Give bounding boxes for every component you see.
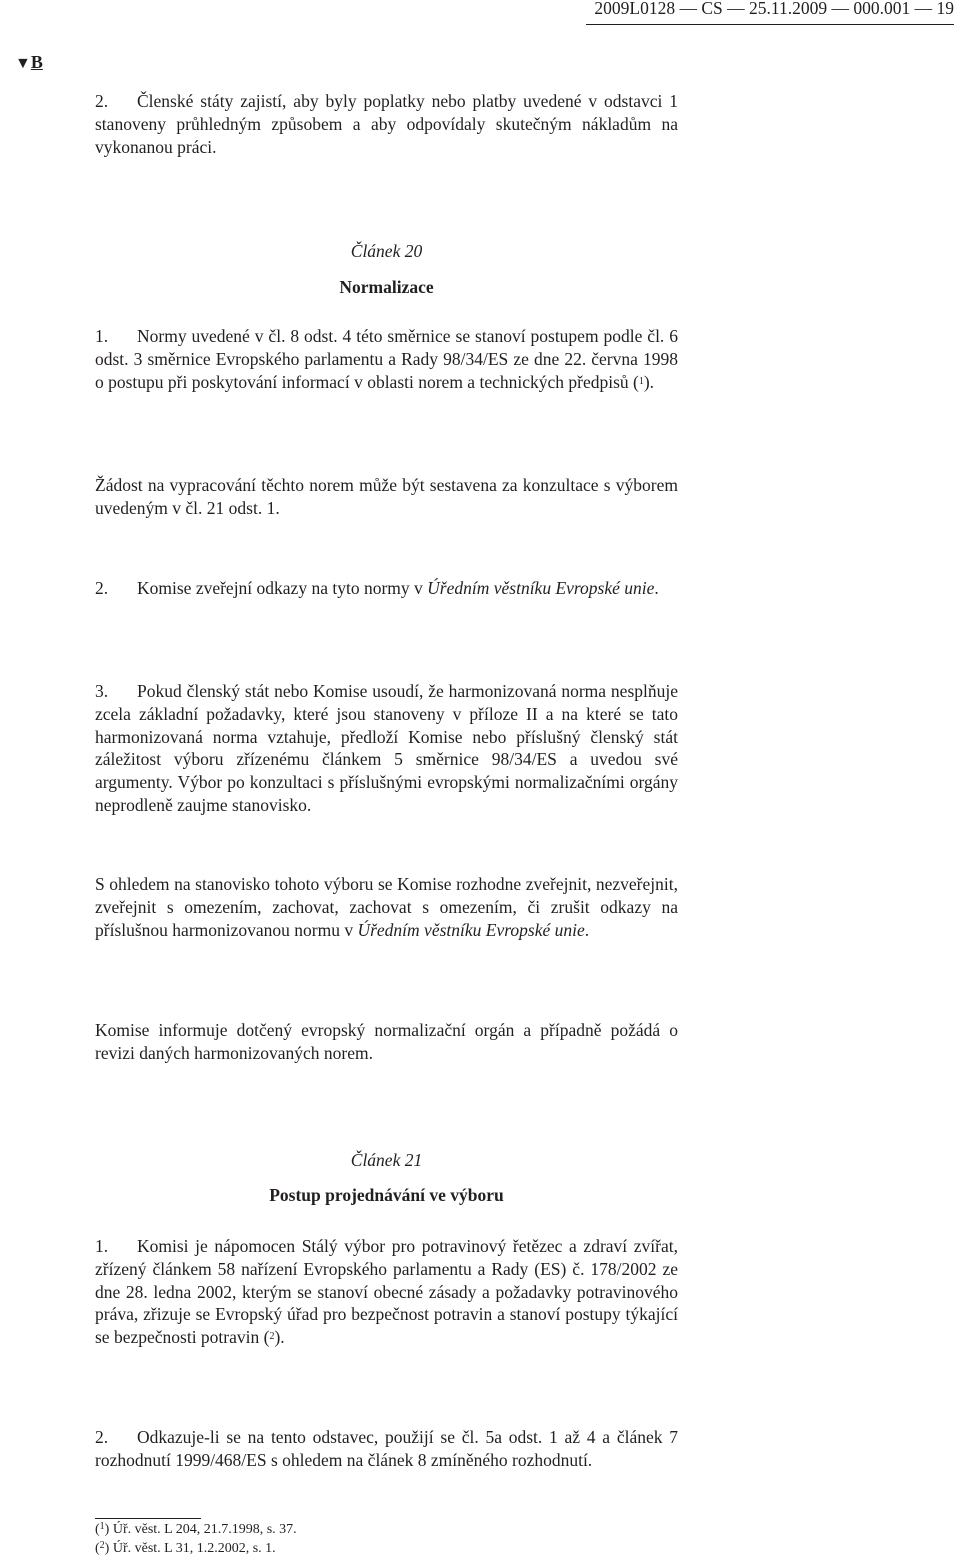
triangle-down-icon: ▼	[15, 55, 31, 72]
footnote-number: 1	[99, 1521, 105, 1532]
article-20-label: Článek 20	[350, 241, 423, 261]
paragraph-end: .	[654, 578, 659, 598]
amendment-marker	[15, 52, 43, 73]
footnote-ref: 1	[638, 375, 644, 387]
marker-label: B	[30, 52, 43, 72]
article-20-paragraph-3-sub-1	[95, 873, 678, 941]
paragraph-number: 2.	[95, 578, 109, 598]
paragraph-number: 3.	[95, 681, 109, 701]
paragraph-end: ).	[643, 371, 655, 392]
footnote-number: 2	[99, 1540, 105, 1551]
footnote-ref: 2	[269, 1331, 275, 1343]
article-20-paragraph-1	[95, 325, 678, 393]
paragraph-text: Normy uvedené v čl. 8 odst. 4 této směrnice se stanoví postupem podle čl. 6 odst. 3 směrnice Evropského parlamentu a Rady 98/34/ES ze dne 22. června 1998 o postupu při poskytování informací v oblasti norem a technických předpisů (	[95, 326, 678, 392]
paragraph-end: .	[584, 919, 590, 940]
footnote-divider	[95, 1518, 201, 1519]
article-21-paragraph-1	[95, 1235, 678, 1349]
article-21-paragraph-2	[95, 1426, 678, 1472]
article-21-title: Postup projednávání ve výboru	[269, 1185, 504, 1205]
paragraph-text: Členské státy zajistí, aby byly poplatky nebo platby uvedené v odstavci 1 stanoveny průhledným způsobem a aby odpovídaly skutečným nákladům na vykonanou práci.	[95, 91, 678, 157]
paragraph-text: Odkazuje-li se na tento odstavec, použijí se čl. 5a odst. 1 až 4 a článek 7 rozhodnutí 1999/468/ES s ohledem na článek 8 zmíněného rozhodnutí.	[95, 1427, 678, 1470]
header-reference: 2009L0128 — CS — 25.11.2009 — 000.001 — 19	[594, 0, 954, 18]
paragraph-text: Komise zveřejní odkazy na tyto normy v	[137, 578, 428, 598]
footnote-paren: (	[95, 1541, 100, 1556]
journal-name: Úředním věstníku Evropské unie	[357, 919, 585, 940]
footnote-paren: (	[95, 1522, 100, 1537]
footnote-paren: )	[104, 1541, 110, 1556]
paragraph-number: 2.	[95, 91, 109, 111]
footnote-text: Úř. věst. L 31, 1.2.2002, s. 1.	[112, 1541, 276, 1556]
article-20-paragraph-2	[95, 577, 678, 600]
paragraph-number: 2.	[95, 1427, 109, 1447]
document-header	[586, 0, 954, 25]
paragraph-end: ).	[274, 1327, 285, 1348]
footnote-text: Úř. věst. L 204, 21.7.1998, s. 37.	[112, 1522, 297, 1537]
paragraph-text: Pokud členský stát nebo Komise usoudí, že harmonizovaná norma nesplňuje zcela základní požadavky, které jsou stanoveny v příloze II a na které se tato harmonizovaná norma vztahuje, předloží Komise nebo příslušný členský stát záležitost výboru zřízenému článkem 5 směrnice 98/34/ES a uvedou své argumenty. Výbor po konzultaci s příslušnými evropskými normalizačními orgány neprodleně zaujme stanovisko.	[95, 681, 678, 815]
article-20-title: Normalizace	[339, 277, 434, 297]
intro-paragraph	[95, 90, 678, 158]
footnote-2	[95, 1541, 276, 1557]
article-20-paragraph-1-sub: Žádost na vypracování těchto norem může být sestavena za konzultace s výborem uvedeným v čl. 21 odst. 1.	[95, 475, 678, 518]
paragraph-number: 1.	[95, 326, 109, 346]
paragraph-text: S ohledem na stanovisko tohoto výboru se Komise rozhodne zveřejnit, nezveřejnit, zveřejnit s omezením, zachovat, zachovat s omezením, či zrušit odkazy na příslušnou harmonizovanou normu v	[95, 874, 678, 940]
article-20-paragraph-3	[95, 680, 678, 817]
journal-name: Úředním věstníku Evropské unie	[427, 578, 655, 598]
article-21-label: Článek 21	[350, 1150, 423, 1170]
article-20-paragraph-3-sub-2: Komise informuje dotčený evropský normalizační orgán a případně požádá o revizi daných harmonizovaných norem.	[95, 1020, 678, 1063]
paragraph-text: Komisi je nápomocen Stálý výbor pro potravinový řetězec a zdraví zvířat, zřízený článkem 58 nařízení Evropského parlamentu a Rady (ES) č. 178/2002 ze dne 28. ledna 2002, kterým se stanoví obecné zásady a požadavky potravinového práva, zřizuje se Evropský úřad pro bezpečnost potravin a stanoví postupy týkající se bezpečnosti potravin (	[95, 1236, 678, 1348]
footnote-paren: )	[104, 1522, 110, 1537]
footnote-1	[95, 1522, 297, 1538]
paragraph-number: 1.	[95, 1236, 109, 1256]
